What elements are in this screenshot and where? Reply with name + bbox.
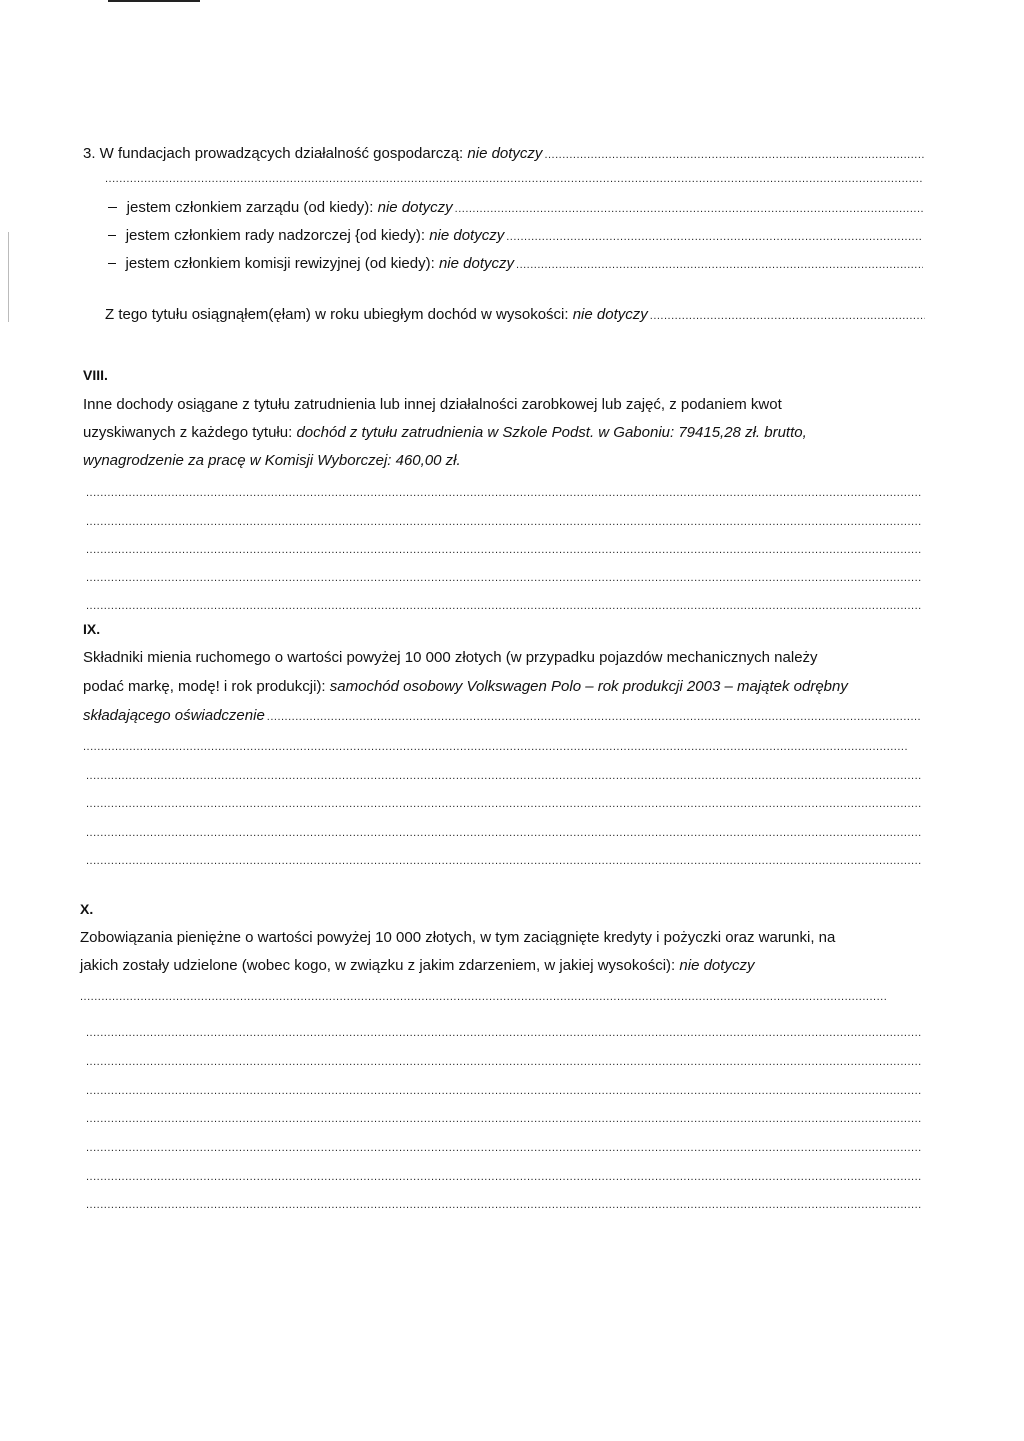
sub-2-line (108, 227, 923, 244)
blank-line (86, 1085, 922, 1099)
dot-leader (516, 259, 923, 271)
sub-3-label: jestem członkiem komisji rewizyjnej (od kiedy): (125, 255, 435, 272)
sub-3-value: nie dotyczy (438, 255, 515, 272)
blank-line (86, 544, 922, 558)
section-9-line-3 (83, 707, 921, 724)
blank-line (86, 487, 922, 501)
section-9-line-2-label: podać markę, modę! i rok produkcji): (83, 678, 326, 695)
blank-line (86, 798, 922, 812)
dot-leader (650, 310, 925, 322)
blank-line (83, 741, 909, 755)
dot-leader (455, 203, 923, 215)
blank-line (86, 572, 922, 586)
section-10-line-2-label: jakich zostały udzielone (wobec kogo, w związku z jakim zdarzeniem, w jakiej wysokości): (80, 957, 676, 974)
section-8-line-2-label: uzyskiwanych z każdego tytułu: (83, 424, 293, 441)
section-10-line-2-value: nie dotyczy (679, 957, 755, 974)
section-8-line-2-value: dochód z tytułu zatrudnienia w Szkole Podst. w Gaboniu: 79415,28 zł. brutto, (296, 424, 807, 441)
dash-bullet (108, 207, 117, 208)
section-8-line-3: wynagrodzenie za pracę w Komisji Wyborczej: 460,00 zł. (83, 452, 461, 469)
dot-leader (506, 231, 923, 243)
item-3-label: 3. W fundacjach prowadzących działalność gospodarczą: (83, 145, 464, 162)
section-9-heading: IX. (83, 621, 101, 637)
dash-bullet (108, 235, 116, 236)
blank-line (86, 1027, 922, 1041)
section-9-line-2 (83, 678, 848, 695)
section-10-line-1: Zobowiązania pieniężne o wartości powyżej 10 000 złotych, w tym zaciągnięte kredyty i pożyczki oraz warunki, na (80, 929, 836, 946)
section-8-line-1: Inne dochody osiągane z tytułu zatrudnienia lub innej działalności zarobkowej lub zajęć, z podaniem kwot (83, 396, 782, 413)
sub-2-value: nie dotyczy (429, 227, 505, 244)
sub-2-label: jestem członkiem rady nadzorczej {od kiedy): (125, 227, 426, 244)
blank-line (80, 991, 888, 1005)
section-9-line-2-value: samochód osobowy Volkswagen Polo – rok produkcji 2003 – majątek odrębny (329, 678, 848, 695)
blank-line (86, 1056, 922, 1070)
margin-mark (8, 232, 9, 322)
income-line (105, 306, 925, 323)
sub-3-line (108, 255, 923, 272)
blank-line (86, 1113, 922, 1127)
blank-line (86, 1199, 922, 1213)
section-10-heading: X. (80, 901, 94, 917)
dot-leader (544, 149, 925, 161)
sub-1-line (108, 199, 923, 216)
section-8-line-2 (83, 424, 807, 441)
blank-line (86, 770, 922, 784)
dash-bullet (108, 263, 116, 264)
sub-1-label: jestem członkiem zarządu (od kiedy): (126, 199, 374, 216)
blank-line (86, 1142, 922, 1156)
income-label: Z tego tytułu osiągnąłem(ęłam) w roku ubiegłym dochód w wysokości: (105, 306, 569, 323)
blank-line (86, 1171, 922, 1185)
income-value: nie dotyczy (572, 306, 648, 323)
section-9-line-3-value: składającego oświadczenie (83, 707, 265, 724)
blank-line (86, 855, 922, 869)
dot-leader (267, 711, 921, 723)
blank-line (86, 516, 922, 530)
blank-line (105, 173, 923, 187)
section-8-heading: VIII. (83, 367, 108, 383)
section-10-line-2 (80, 957, 754, 974)
item-3-value: nie dotyczy (467, 145, 543, 162)
item-3-line (83, 145, 925, 162)
blank-line (86, 827, 922, 841)
blank-line (86, 600, 922, 614)
top-rule (108, 0, 200, 2)
section-9-line-1: Składniki mienia ruchomego o wartości powyżej 10 000 złotych (w przypadku pojazdów mechanicznych należy (83, 649, 818, 666)
sub-1-value: nie dotyczy (377, 199, 453, 216)
